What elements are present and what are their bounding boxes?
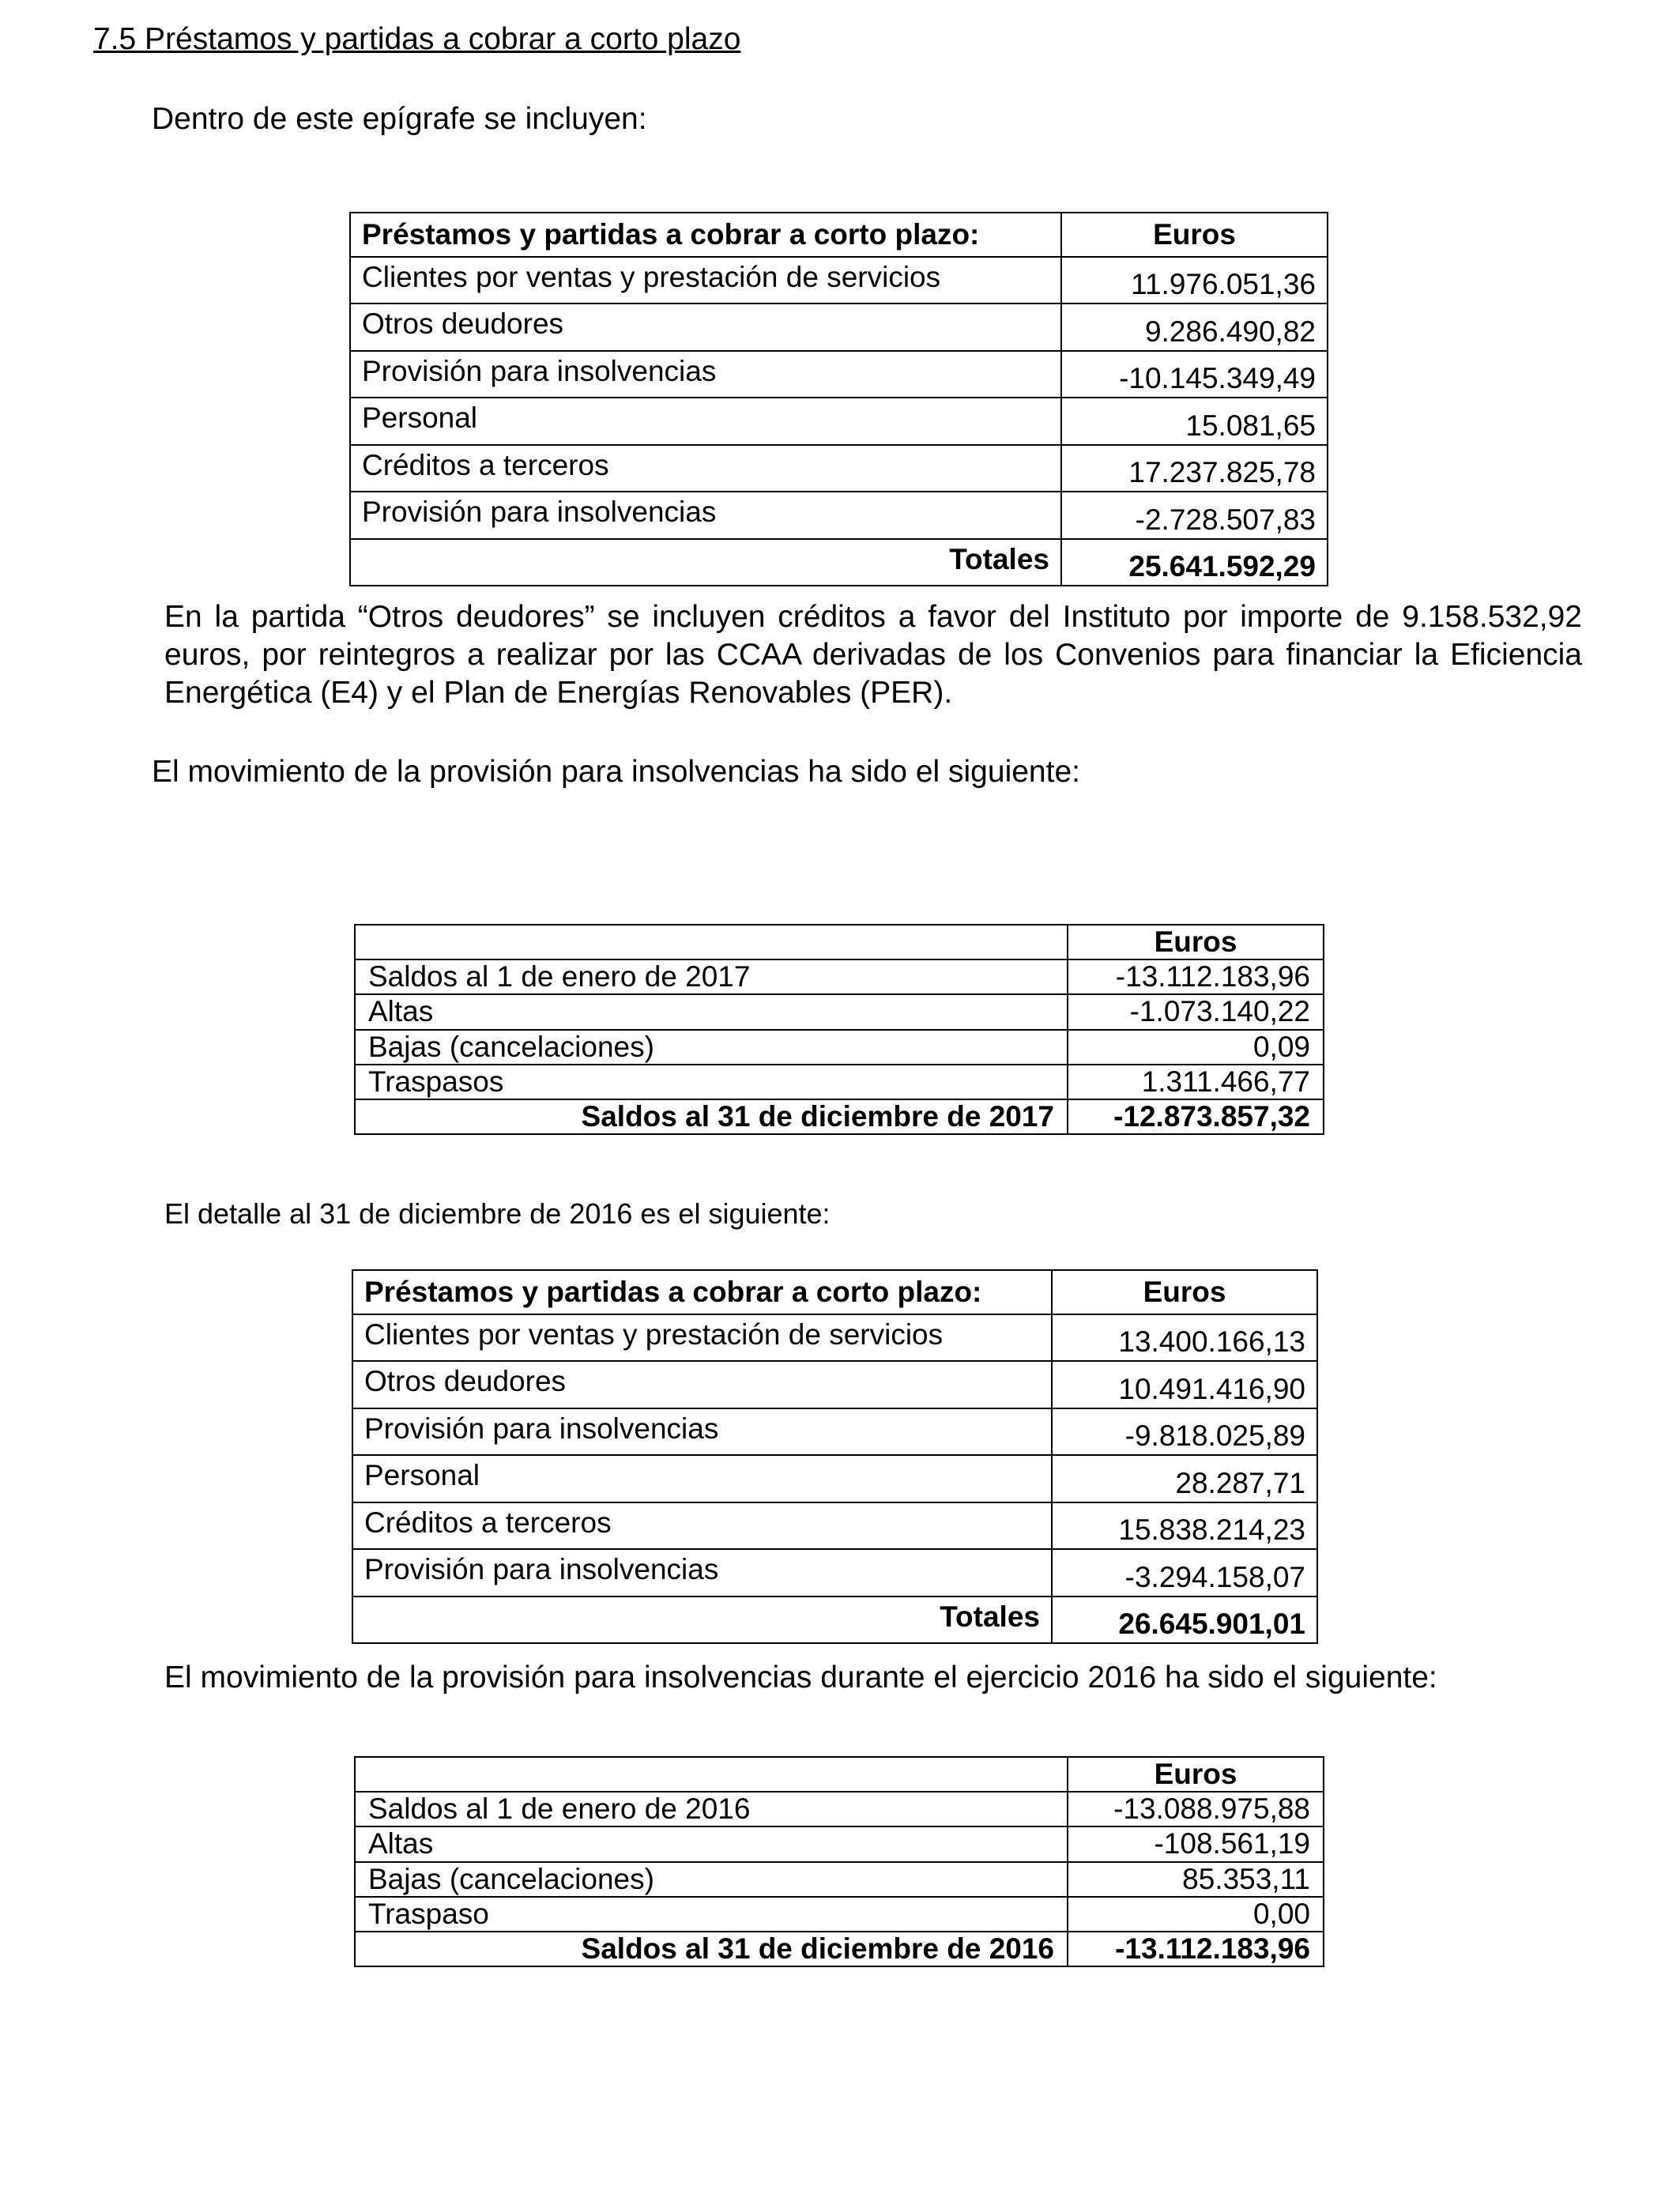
header-value: Euros bbox=[1061, 213, 1328, 257]
header-value: Euros bbox=[1068, 1757, 1324, 1792]
header-value: Euros bbox=[1052, 1270, 1317, 1314]
section-title: 7.5 Préstamos y partidas a cobrar a corto plazo bbox=[93, 22, 741, 56]
table-row bbox=[352, 1361, 1317, 1408]
row-label: Créditos a terceros bbox=[352, 1502, 1052, 1550]
row-label: Bajas (cancelaciones) bbox=[355, 1862, 1068, 1897]
row-value: -10.145.349,49 bbox=[1061, 351, 1328, 398]
row-label: Otros deudores bbox=[352, 1361, 1052, 1408]
table-row bbox=[355, 1862, 1324, 1897]
total-label: Saldos al 31 de diciembre de 2017 bbox=[355, 1099, 1068, 1134]
total-label: Totales bbox=[352, 1596, 1052, 1644]
movement-2017-intro: El movimiento de la provisión para insolvencias ha sido el siguiente: bbox=[152, 755, 1080, 789]
table-row bbox=[350, 398, 1328, 445]
row-label: Traspasos bbox=[355, 1065, 1068, 1099]
row-value: 10.491.416,90 bbox=[1052, 1361, 1317, 1408]
table-header-row bbox=[355, 1757, 1324, 1792]
row-value: 13.400.166,13 bbox=[1052, 1314, 1317, 1362]
row-value: -3.294.158,07 bbox=[1052, 1549, 1317, 1596]
row-label: Altas bbox=[355, 994, 1068, 1029]
row-value: 11.976.051,36 bbox=[1061, 257, 1328, 304]
table-row bbox=[350, 445, 1328, 492]
intro-text: Dentro de este epígrafe se incluyen: bbox=[152, 102, 647, 136]
row-value: 9.286.490,82 bbox=[1061, 303, 1328, 351]
table-total-row bbox=[355, 1099, 1324, 1134]
table-total-row bbox=[352, 1596, 1317, 1644]
row-value: 28.287,71 bbox=[1052, 1455, 1317, 1502]
provision-movement-table-2016 bbox=[354, 1756, 1324, 1967]
table-row bbox=[350, 303, 1328, 351]
table-header-row bbox=[350, 213, 1328, 257]
header-empty-cell bbox=[355, 925, 1068, 959]
row-label: Saldos al 1 de enero de 2017 bbox=[355, 959, 1068, 994]
table-row bbox=[352, 1549, 1317, 1596]
table-row bbox=[355, 1897, 1324, 1932]
total-value: -13.112.183,96 bbox=[1068, 1932, 1324, 1966]
table-row bbox=[355, 1065, 1324, 1099]
total-value: -12.873.857,32 bbox=[1068, 1099, 1324, 1134]
row-value: 0,09 bbox=[1068, 1030, 1324, 1065]
row-label: Provisión para insolvencias bbox=[352, 1408, 1052, 1456]
row-label: Otros deudores bbox=[350, 303, 1061, 351]
table-header-row bbox=[355, 925, 1324, 959]
table-row bbox=[355, 959, 1324, 994]
loans-table-2017 bbox=[349, 212, 1328, 586]
table-row bbox=[352, 1314, 1317, 1362]
table-row bbox=[352, 1408, 1317, 1456]
row-label: Clientes por ventas y prestación de servicios bbox=[352, 1314, 1052, 1362]
detail-2016-intro: El detalle al 31 de diciembre de 2016 es el siguiente: bbox=[164, 1197, 831, 1230]
row-value: 0,00 bbox=[1068, 1897, 1324, 1932]
row-label: Bajas (cancelaciones) bbox=[355, 1030, 1068, 1065]
row-label: Provisión para insolvencias bbox=[350, 492, 1061, 539]
row-label: Personal bbox=[350, 398, 1061, 445]
movement-2016-intro: El movimiento de la provisión para insolvencias durante el ejercicio 2016 ha sido el siguiente: bbox=[164, 1661, 1437, 1695]
loans-table-2016 bbox=[352, 1269, 1318, 1644]
table-row bbox=[355, 1030, 1324, 1065]
row-value: 85.353,11 bbox=[1068, 1862, 1324, 1897]
total-value: 25.641.592,29 bbox=[1061, 539, 1328, 586]
header-label: Préstamos y partidas a cobrar a corto plazo: bbox=[350, 213, 1061, 257]
row-value: -13.088.975,88 bbox=[1068, 1792, 1324, 1826]
row-value: 1.311.466,77 bbox=[1068, 1065, 1324, 1099]
otros-deudores-paragraph: En la partida “Otros deudores” se incluyen créditos a favor del Instituto por importe de 9.158.532,92 euros, por reintegros a realizar por las CCAA derivadas de los Convenios para financiar la Eficiencia Energética (E4) y el Plan de Energías Renovables (PER). bbox=[164, 600, 1582, 710]
row-label: Traspaso bbox=[355, 1897, 1068, 1932]
row-value: -9.818.025,89 bbox=[1052, 1408, 1317, 1456]
total-value: 26.645.901,01 bbox=[1052, 1596, 1317, 1644]
row-label: Créditos a terceros bbox=[350, 445, 1061, 492]
row-label: Provisión para insolvencias bbox=[352, 1549, 1052, 1596]
row-label: Saldos al 1 de enero de 2016 bbox=[355, 1792, 1068, 1826]
table-row bbox=[350, 257, 1328, 304]
table-total-row bbox=[355, 1932, 1324, 1966]
table-row bbox=[352, 1455, 1317, 1502]
table-header-row bbox=[352, 1270, 1317, 1314]
row-value: 17.237.825,78 bbox=[1061, 445, 1328, 492]
row-value: -2.728.507,83 bbox=[1061, 492, 1328, 539]
table-row bbox=[355, 994, 1324, 1029]
table-total-row bbox=[350, 539, 1328, 586]
total-label: Totales bbox=[350, 539, 1061, 586]
row-value: 15.838.214,23 bbox=[1052, 1502, 1317, 1550]
provision-movement-table-2017 bbox=[354, 924, 1324, 1135]
row-label: Clientes por ventas y prestación de servicios bbox=[350, 257, 1061, 304]
header-value: Euros bbox=[1068, 925, 1324, 959]
row-value: -13.112.183,96 bbox=[1068, 959, 1324, 994]
table-row bbox=[350, 351, 1328, 398]
total-label: Saldos al 31 de diciembre de 2016 bbox=[355, 1932, 1068, 1966]
header-empty-cell bbox=[355, 1757, 1068, 1792]
row-label: Personal bbox=[352, 1455, 1052, 1502]
row-value: -1.073.140,22 bbox=[1068, 994, 1324, 1029]
row-label: Altas bbox=[355, 1826, 1068, 1861]
table-row bbox=[352, 1502, 1317, 1550]
header-label: Préstamos y partidas a cobrar a corto plazo: bbox=[352, 1270, 1052, 1314]
row-label: Provisión para insolvencias bbox=[350, 351, 1061, 398]
row-value: 15.081,65 bbox=[1061, 398, 1328, 445]
table-row bbox=[350, 492, 1328, 539]
row-value: -108.561,19 bbox=[1068, 1826, 1324, 1861]
table-row bbox=[355, 1826, 1324, 1861]
table-row bbox=[355, 1792, 1324, 1826]
